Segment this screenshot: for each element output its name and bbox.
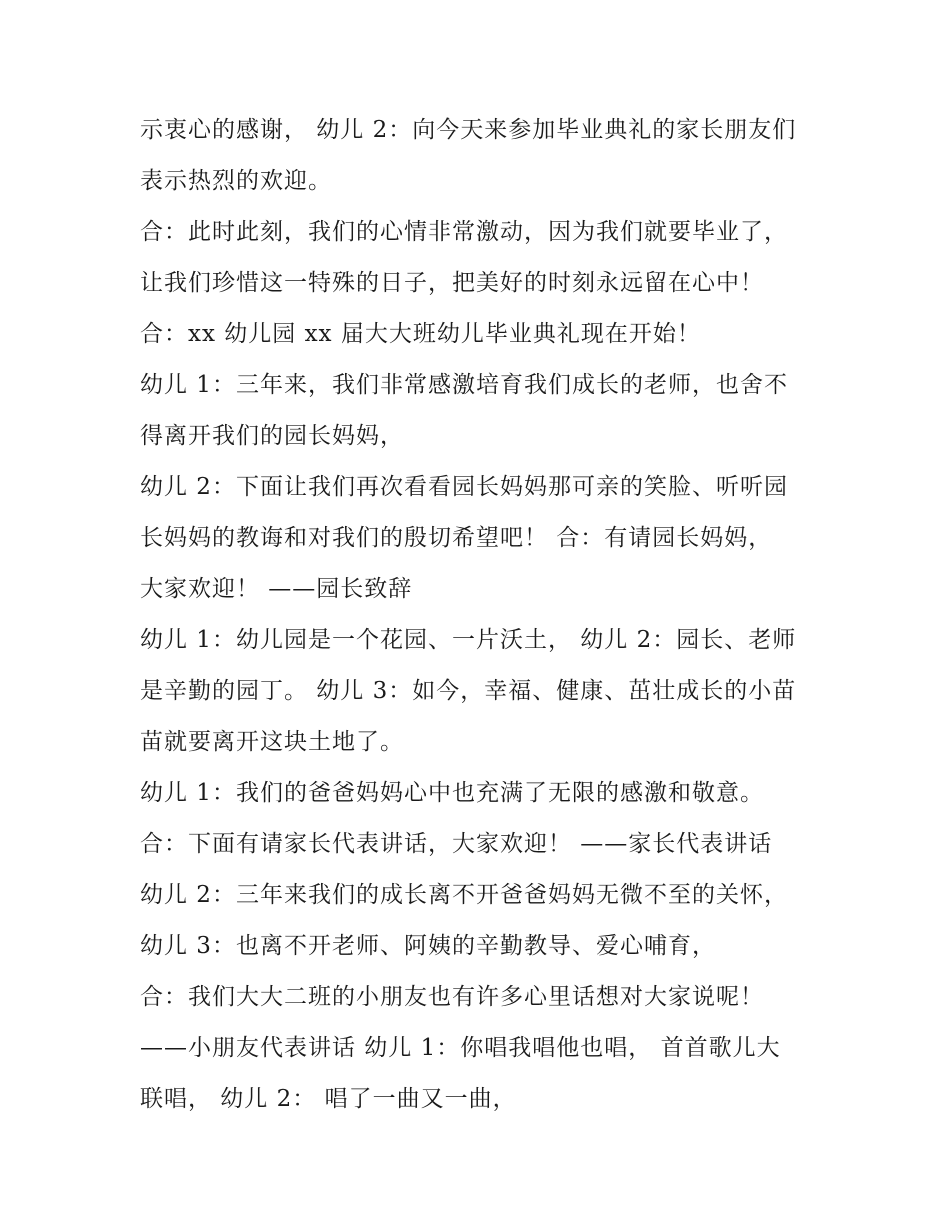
text-line: 合：xx 幼儿园 xx 届大大班幼儿毕业典礼现在开始！ <box>140 321 701 347</box>
text-line: 幼儿 1：我们的爸爸妈妈心中也充满了无限的感激和敬意。 <box>140 780 764 806</box>
text-line: 联唱， 幼儿 2： 唱了一曲又一曲， <box>140 1086 517 1112</box>
text-line: ——小朋友代表讲话 幼儿 1：你唱我唱他也唱， 首首歌儿大 <box>140 1035 781 1061</box>
text-line: 幼儿 3：也离不开老师、阿姨的辛勤教导、爱心哺育， <box>140 933 716 959</box>
text-line: 幼儿 1：幼儿园是一个花园、一片沃土， 幼儿 2：园长、老师 <box>140 627 797 653</box>
text-line: 是辛勤的园丁。 幼儿 3：如今，幸福、健康、茁壮成长的小苗 <box>140 678 797 704</box>
text-line: 得离开我们的园长妈妈， <box>140 423 404 449</box>
text-line: 示衷心的感谢， 幼儿 2：向今天来参加毕业典礼的家长朋友们 <box>140 117 797 143</box>
text-line: 幼儿 2：三年来我们的成长离不开爸爸妈妈无微不至的关怀， <box>140 882 788 908</box>
text-line: 幼儿 1：三年来，我们非常感激培育我们成长的老师，也舍不 <box>140 372 788 398</box>
text-line: 合：下面有请家长代表讲话，大家欢迎！ ——家长代表讲话 <box>140 831 773 857</box>
text-line: 合：此时此刻，我们的心情非常激动，因为我们就要毕业了， <box>140 219 788 245</box>
text-line: 苗就要离开这块土地了。 <box>140 729 404 755</box>
text-line: 大家欢迎！ ——园长致辞 <box>140 576 413 602</box>
document-body <box>140 105 830 1125</box>
text-line: 幼儿 2：下面让我们再次看看园长妈妈那可亲的笑脸、听听园 <box>140 474 788 500</box>
text-line: 合：我们大大二班的小朋友也有许多心里话想对大家说呢！ <box>140 984 764 1010</box>
text-line: 长妈妈的教诲和对我们的殷切希望吧！ 合：有请园长妈妈， <box>140 525 773 551</box>
text-line: 表示热烈的欢迎。 <box>140 168 332 194</box>
text-line: 让我们珍惜这一特殊的日子，把美好的时刻永远留在心中！ <box>140 270 764 296</box>
